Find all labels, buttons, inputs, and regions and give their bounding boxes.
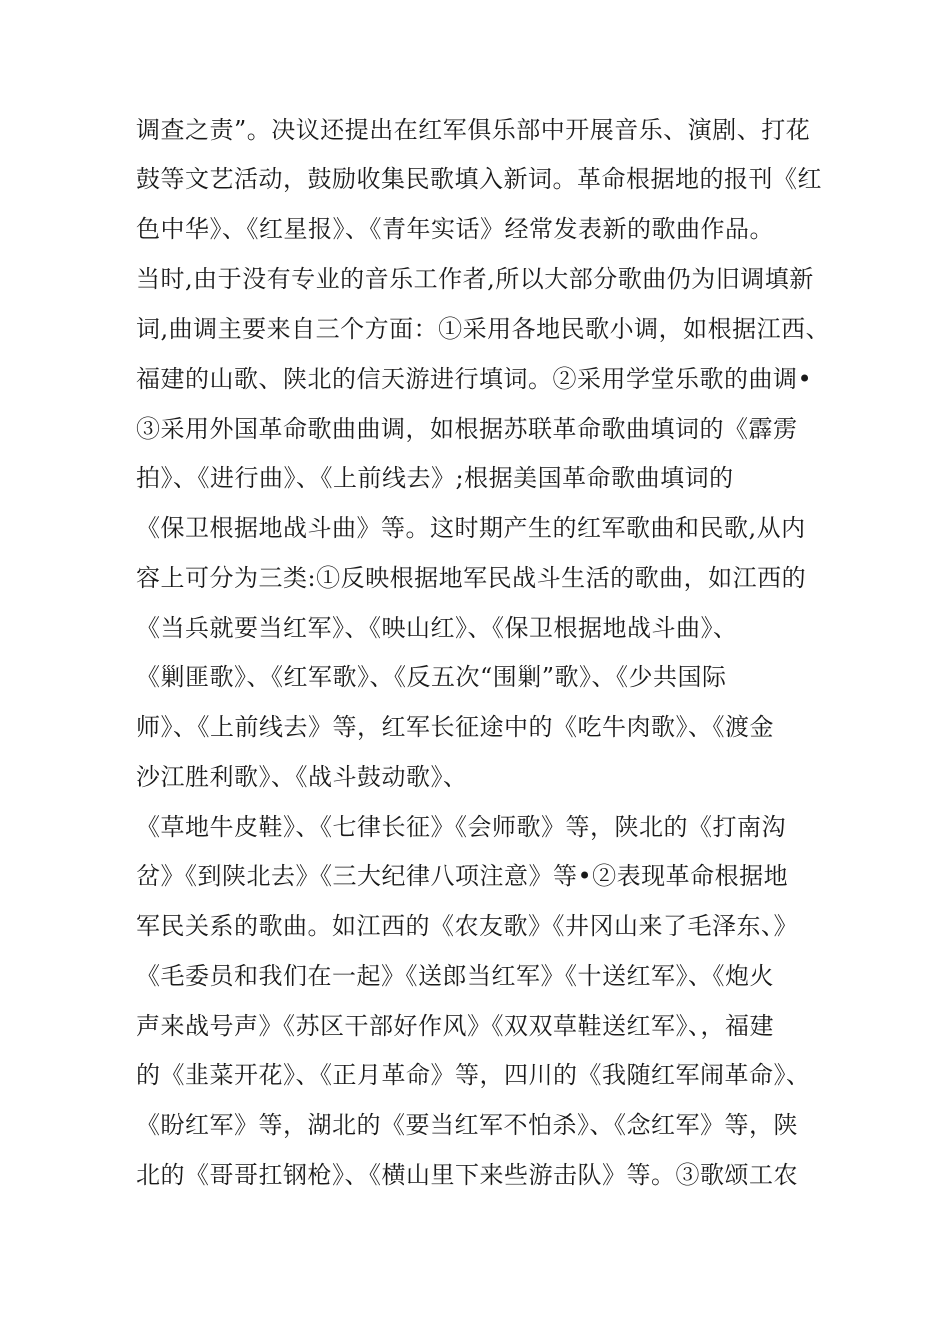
text-line: 容上可分为三类:①反映根据地军民战斗生活的歌曲，如江西的 — [136, 564, 807, 592]
text-line: ③采用外国革命歌曲曲调，如根据苏联革命歌曲填词的《霹雳 — [136, 415, 798, 443]
text-line: 沙江胜利歌》、《战斗鼓动歌》、 — [136, 763, 468, 791]
text-line: 北的《哥哥扛钢枪》、《横山里下来些游击队》等。③歌颂工农 — [136, 1161, 798, 1189]
text-line: 《毛委员和我们在一起》《送郎当红军》《十送红军》、《炮火 — [136, 962, 774, 990]
text-line: 师》、《上前线去》等，红军长征途中的《吃牛肉歌》、《渡金 — [136, 713, 774, 741]
text-line: 色中华》、《红星报》、《青年实话》经常发表新的歌曲作品。 — [136, 215, 774, 243]
text-line: 鼓等文艺活动，鼓励收集民歌填入新词。革命根据地的报刊《红 — [136, 165, 822, 193]
text-line: 调查之责”。决议还提出在红军俱乐部中开展音乐、演剧、打花 — [136, 116, 811, 144]
text-line: 《草地牛皮鞋》、《七律长征》《会师歌》等，陕北的《打南沟 — [136, 813, 786, 841]
text-line: 军民关系的歌曲。如江西的《农友歌》《井冈山来了毛泽东、》 — [136, 912, 798, 940]
text-line: 的《韭菜开花》、《正月革命》等，四川的《我随红军闹革命》、 — [136, 1061, 811, 1089]
text-line: 声来战号声》《苏区干部好作风》《双双草鞋送红军》、，福建 — [136, 1012, 774, 1040]
text-line: 拍》、《进行曲》、《上前线去》;根据美国革命歌曲填词的 — [136, 464, 734, 492]
text-line: 《保卫根据地战斗曲》等。这时期产生的红军歌曲和民歌,从内 — [136, 514, 806, 542]
text-line: 岔》《到陕北去》《三大纪律八项注意》等•②表现革命根据地 — [136, 862, 789, 890]
text-line: 《当兵就要当红军》、《映山红》、《保卫根据地战斗曲》、 — [136, 614, 738, 642]
text-line: 词,曲调主要来自三个方面：①采用各地民歌小调，如根据江西、 — [136, 315, 831, 343]
text-line: 福建的山歌、陕北的信天游进行填词。②采用学堂乐歌的曲调• — [136, 365, 813, 393]
text-line: 《剿匪歌》、《红军歌》、《反五次“围剿”歌》、《少共国际 — [136, 663, 727, 691]
text-line: 当时,由于没有专业的音乐工作者,所以大部分歌曲仍为旧调填新 — [136, 265, 814, 293]
text-line: 《盼红军》等，湖北的《要当红军不怕杀》、《念红军》等，陕 — [136, 1111, 798, 1139]
